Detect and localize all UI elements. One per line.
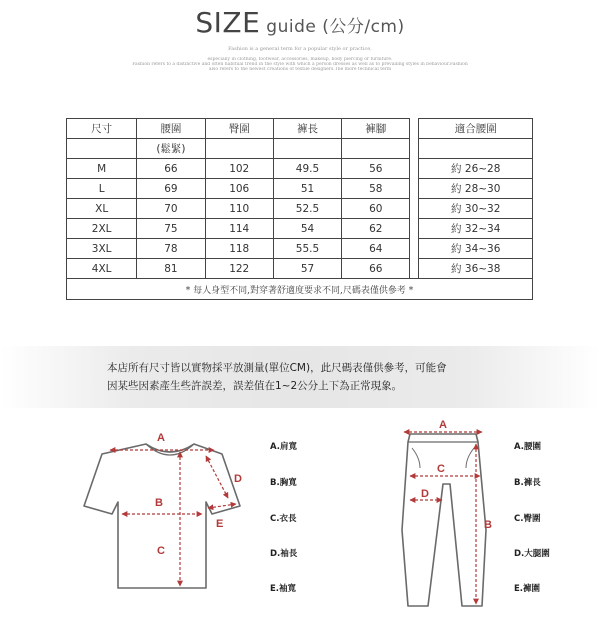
table-cell: 52.5 <box>273 199 341 219</box>
table-gap <box>410 239 419 259</box>
tshirt-marker-b: B <box>155 497 163 509</box>
table-row <box>67 199 533 219</box>
table-gap <box>410 199 419 219</box>
table-cell: 56 <box>342 159 410 179</box>
table-cell: 2XL <box>67 219 137 239</box>
table-cell: 58 <box>342 179 410 199</box>
table-cell: 約 26~28 <box>419 159 533 179</box>
table-cell <box>205 139 273 159</box>
table-row <box>67 159 533 179</box>
tshirt-marker-d: D <box>234 473 242 485</box>
table-cell <box>273 139 341 159</box>
title-size: SIZE <box>195 6 261 39</box>
header-cell-hip: 臀圍 <box>205 119 273 139</box>
pants-legend-b: B.褲長 <box>514 478 541 488</box>
page-title <box>0 6 600 39</box>
table-cell: 118 <box>205 239 273 259</box>
garment-illustrations <box>0 410 600 627</box>
fine-text-1: Fashion is a general term for a popular style or practice, <box>228 46 372 52</box>
header-cell-fit-waist: 適合腰圍 <box>419 119 533 139</box>
table-cell: 約 30~32 <box>419 199 533 219</box>
pants-legend-a: A.腰圍 <box>514 442 541 452</box>
table-cell: 69 <box>137 179 205 199</box>
fine-text-2: especially in clothing, footwear, accessories, makeup, body piercing or furniture. <box>207 57 393 62</box>
disclaimer-line-1: 本店所有尺寸皆以實物採平放測量(單位CM)，此尺碼表僅供參考，可能會 <box>107 362 447 374</box>
pants-marker-d: D <box>421 488 429 500</box>
table-row <box>67 179 533 199</box>
table-cell: 106 <box>205 179 273 199</box>
subheader-cell-elastic: (鬆緊) <box>137 139 205 159</box>
pants-marker-c: C <box>437 463 445 475</box>
fine-text-3: Fashion refers to a distinctive and often habitual trend in the style with which a person dresses as well as to prevailing styles in behaviour.Fashion <box>132 62 468 67</box>
tshirt-marker-a: A <box>157 432 165 444</box>
tshirt-marker-e: E <box>216 518 224 530</box>
table-cell: 3XL <box>67 239 137 259</box>
table-cell: 約 34~36 <box>419 239 533 259</box>
table-cell: 54 <box>273 219 341 239</box>
pants-marker-a: A <box>439 419 447 431</box>
table-row <box>67 219 533 239</box>
table-cell: 49.5 <box>273 159 341 179</box>
table-cell: 60 <box>342 199 410 219</box>
table-cell: L <box>67 179 137 199</box>
table-header-row <box>67 119 533 139</box>
tshirt-legend-b: B.胸寬 <box>270 478 297 488</box>
table-cell: 114 <box>205 219 273 239</box>
table-cell: 78 <box>137 239 205 259</box>
table-cell <box>67 139 137 159</box>
disclaimer-line-2: 因某些因素產生些許誤差，誤差值在1~2公分上下為正常現象。 <box>107 380 403 392</box>
pants-legend-e: E.褲圍 <box>514 584 541 594</box>
table-cell <box>419 139 533 159</box>
table-cell <box>342 139 410 159</box>
table-cell: 約 36~38 <box>419 259 533 279</box>
tshirt-marker-c: C <box>157 545 165 557</box>
header-cell-hem: 褲腳 <box>342 119 410 139</box>
table-cell: 約 32~34 <box>419 219 533 239</box>
table-cell: XL <box>67 199 137 219</box>
table-cell: 102 <box>205 159 273 179</box>
table-row <box>67 239 533 259</box>
header-cell-length: 褲長 <box>273 119 341 139</box>
table-cell: 81 <box>137 259 205 279</box>
table-cell: 66 <box>342 259 410 279</box>
tshirt-legend-a: A.肩寬 <box>270 442 297 452</box>
header-cell-size: 尺寸 <box>67 119 137 139</box>
table-subheader-row <box>67 139 533 159</box>
table-cell: 122 <box>205 259 273 279</box>
disclaimer-banner <box>0 346 600 408</box>
table-gap <box>410 159 419 179</box>
tshirt-legend-d: D.袖長 <box>270 549 298 559</box>
pants-illustration <box>402 419 492 606</box>
table-gap <box>410 259 419 279</box>
table-gap <box>410 179 419 199</box>
pants-legend-d: D.大腿圍 <box>514 549 550 559</box>
table-cell: 51 <box>273 179 341 199</box>
table-gap <box>410 139 419 159</box>
table-cell: 約 28~30 <box>419 179 533 199</box>
tshirt-legend-e: E.袖寬 <box>270 584 297 594</box>
table-cell: 66 <box>137 159 205 179</box>
title-guide: guide (公分/cm) <box>266 17 405 37</box>
table-cell: 55.5 <box>273 239 341 259</box>
tshirt-legend-c: C.衣長 <box>270 514 297 524</box>
table-cell: 70 <box>137 199 205 219</box>
fine-text-4: also refers to the newest creations of textile designers.The more technical term <box>208 67 392 72</box>
table-cell: 57 <box>273 259 341 279</box>
table-note-row <box>67 279 533 300</box>
table-cell: 4XL <box>67 259 137 279</box>
pants-marker-b: B <box>484 519 492 531</box>
size-table <box>66 118 533 300</box>
table-note: * 每人身型不同,對穿著舒適度要求不同,尺碼表僅供參考 * <box>67 279 533 300</box>
table-row <box>67 259 533 279</box>
tshirt-outline <box>84 444 240 588</box>
table-cell: 62 <box>342 219 410 239</box>
pants-legend-c: C.臀圍 <box>514 514 541 524</box>
tshirt-illustration <box>84 432 242 588</box>
table-gap <box>410 219 419 239</box>
table-cell: 110 <box>205 199 273 219</box>
table-cell: 64 <box>342 239 410 259</box>
table-cell: 75 <box>137 219 205 239</box>
pants-outline <box>402 434 486 606</box>
table-gap <box>410 119 419 139</box>
header-cell-waist: 腰圍 <box>137 119 205 139</box>
table-cell: M <box>67 159 137 179</box>
